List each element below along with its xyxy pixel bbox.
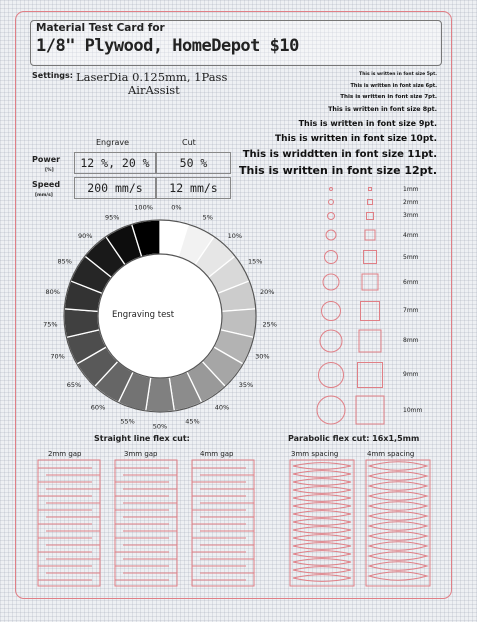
ring-center-label: Engraving test: [112, 310, 175, 320]
size-test-circle: [317, 396, 345, 424]
col-header-cut: Cut: [182, 138, 196, 147]
parabolic-flex-cut-line: [369, 552, 427, 560]
parabolic-flex-cut-line: [369, 542, 427, 550]
power-cut-cell: 50 %: [156, 152, 231, 174]
settings-airassist: AirAssist: [128, 83, 180, 97]
size-test-square: [369, 188, 372, 191]
size-label-6mm: 6mm: [403, 279, 419, 286]
ring-segment-label: 70%: [50, 352, 65, 361]
size-test-square: [368, 200, 373, 205]
col-header-engrave: Engrave: [96, 138, 130, 147]
font-sample-8pt: This is written in font size 8pt.: [328, 106, 437, 113]
size-label-1mm: 1mm: [403, 186, 419, 193]
settings-laser: LaserDia 0.125mm, 1Pass: [76, 70, 228, 84]
spacing-label-4mm: 4mm spacing: [367, 450, 415, 458]
row-unit-power: [%]: [45, 168, 54, 173]
ring-segment-label: 40%: [214, 403, 230, 412]
parabolic-flex-cut-line: [369, 482, 427, 490]
size-label-7mm: 7mm: [403, 307, 419, 314]
settings-label: Settings:: [32, 71, 73, 80]
ring-segment-label: 90%: [77, 231, 93, 240]
card-title-small: Material Test Card for: [36, 22, 165, 34]
parabolic-flex-cut-line: [369, 562, 427, 570]
parabolic-flex-cut-line: [293, 487, 351, 494]
ring-segment-label: 20%: [260, 288, 275, 297]
ring-segment-label: 50%: [152, 422, 168, 431]
size-label-8mm: 8mm: [403, 337, 419, 344]
size-test-circle: [322, 302, 341, 321]
row-label-power: Power: [32, 155, 61, 164]
straight-flex-frame: [38, 460, 100, 586]
size-test-circle: [325, 251, 338, 264]
size-test-circle: [330, 188, 333, 191]
size-label-5mm: 5mm: [403, 254, 419, 261]
straight-flex-frame: [192, 460, 254, 586]
parabolic-flex-cut-line: [369, 522, 427, 530]
size-test-circle: [329, 200, 334, 205]
speed-cut-cell: 12 mm/s: [156, 177, 231, 199]
ring-segment-label: 5%: [202, 213, 213, 222]
ring-segment-label: 25%: [262, 320, 277, 329]
parabolic-flex-cut-line: [369, 502, 427, 510]
size-test-square: [364, 251, 377, 264]
size-label-9mm: 9mm: [403, 371, 419, 378]
parabolic-flex-cut-line: [369, 512, 427, 520]
card-title-material: 1/8" Plywood, HomeDepot $10: [36, 36, 299, 56]
size-label-2mm: 2mm: [403, 199, 419, 206]
spacing-label-3mm: 3mm spacing: [291, 450, 339, 458]
size-test-circle: [320, 330, 342, 352]
size-label-10mm: 10mm: [403, 407, 423, 414]
size-test-circle: [326, 230, 336, 240]
speed-engrave-cell: 200 mm/s: [74, 177, 156, 199]
parabolic-flex-title: Parabolic flex cut: 16x1,5mm: [288, 434, 420, 443]
ring-segment-label: 85%: [57, 257, 72, 266]
ring-segment-label: 0%: [171, 203, 182, 212]
size-test-square: [367, 213, 374, 220]
parabolic-flex-cut-line: [293, 503, 351, 510]
ring-segment-label: 30%: [255, 352, 270, 361]
ring-segment-label: 15%: [248, 257, 263, 266]
parabolic-flex-cut-line: [369, 572, 427, 580]
gap-label-2mm: 2mm gap: [48, 450, 82, 458]
straight-flex-frame: [115, 460, 177, 586]
ring-segment-label: 60%: [90, 403, 106, 412]
ring-segment-label: 55%: [120, 417, 135, 426]
ring-segment-label: 75%: [43, 320, 58, 329]
parabolic-flex-cut-line: [293, 495, 351, 502]
parabolic-flex-cut-line: [293, 471, 351, 478]
parabolic-flex-cut-line: [293, 575, 351, 582]
gap-label-4mm: 4mm gap: [200, 450, 234, 458]
ring-segment-label: 45%: [185, 417, 200, 426]
font-sample-12pt: This is written in font size 12pt.: [239, 164, 437, 177]
size-test-circle: [319, 363, 344, 388]
parabolic-flex-cut-line: [293, 519, 351, 526]
ring-segment-label: 95%: [105, 213, 120, 222]
font-sample-6pt: This is written in font size 6pt.: [350, 83, 437, 89]
font-sample-7pt: This is written in font size 7pt.: [340, 94, 437, 100]
size-test-square: [361, 302, 380, 321]
size-test-square: [356, 396, 384, 424]
size-label-3mm: 3mm: [403, 212, 419, 219]
parabolic-flex-cut-line: [293, 479, 351, 486]
parabolic-flex-cut-line: [369, 462, 427, 470]
parabolic-flex-cut-line: [293, 559, 351, 566]
size-test-square: [359, 330, 381, 352]
parabolic-flex-cut-line: [369, 472, 427, 480]
ring-segment-label: 35%: [238, 381, 254, 390]
ring-segment-label: 80%: [45, 288, 60, 297]
parabolic-flex-cut-line: [293, 527, 351, 534]
parabolic-flex-cut-line: [293, 551, 351, 558]
row-unit-speed: [mm/s]: [35, 193, 53, 198]
ring-segment-label: 10%: [227, 231, 243, 240]
font-sample-10pt: This is written in font size 10pt.: [275, 134, 437, 144]
parabolic-flex-cut-line: [293, 535, 351, 542]
font-sample-5pt: This is written in font size 5pt.: [359, 72, 437, 77]
parabolic-flex-cut-line: [369, 532, 427, 540]
parabolic-flex-cut-line: [293, 543, 351, 550]
font-sample-11pt: This is wriddtten in font size 11pt.: [242, 149, 437, 160]
parabolic-flex-cut-line: [293, 511, 351, 518]
ring-segment-label: 65%: [66, 381, 82, 390]
gap-label-3mm: 3mm gap: [124, 450, 158, 458]
size-test-circle: [323, 274, 339, 290]
power-engrave-cell: 12 %, 20 %: [74, 152, 156, 174]
size-label-4mm: 4mm: [403, 232, 419, 239]
ring-segment-label: 100%: [134, 203, 153, 212]
straight-flex-title: Straight line flex cut:: [94, 434, 190, 443]
size-test-square: [362, 274, 378, 290]
size-test-circle: [328, 213, 335, 220]
parabolic-flex-cut-line: [369, 492, 427, 500]
row-label-speed: Speed: [32, 180, 61, 189]
parabolic-flex-cut-line: [293, 463, 351, 470]
parabolic-flex-cut-line: [293, 567, 351, 574]
parabolic-flex-frame: [366, 460, 430, 586]
size-test-square: [365, 230, 375, 240]
size-test-square: [358, 363, 383, 388]
font-sample-9pt: This is written in font size 9pt.: [298, 119, 437, 128]
